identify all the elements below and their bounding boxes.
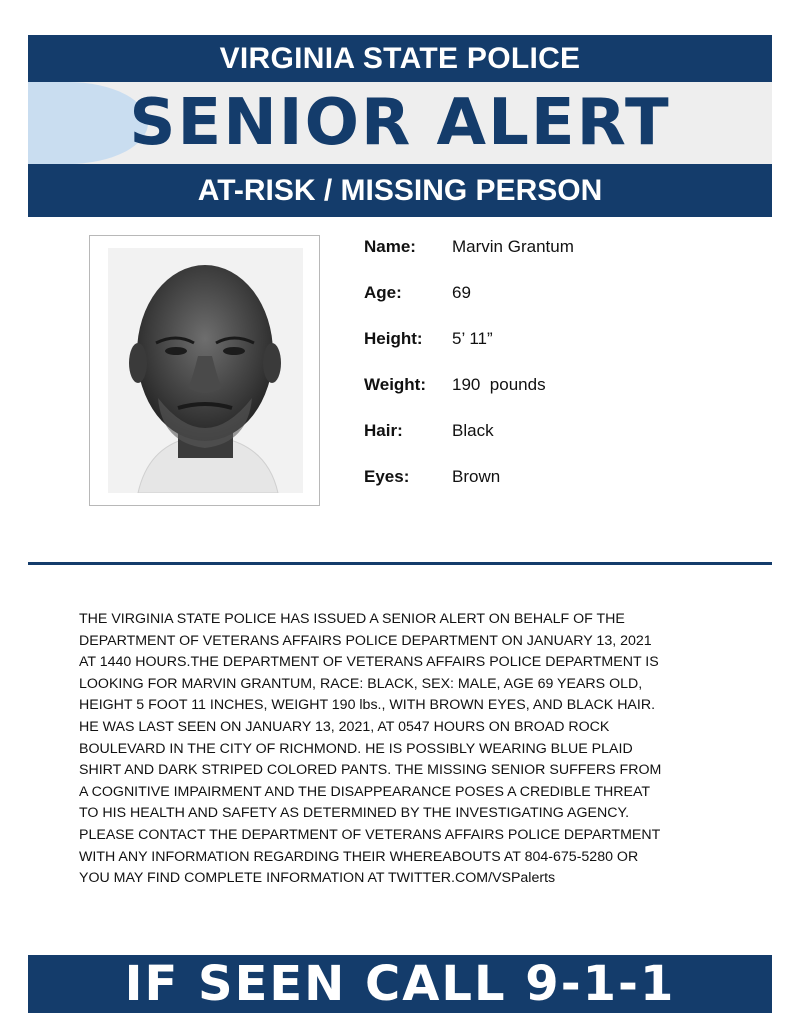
agency-banner <box>28 35 772 82</box>
title-banner <box>28 82 772 164</box>
name-value: Marvin Grantum <box>452 237 574 256</box>
height-label: Height: <box>364 329 423 348</box>
person-photo-frame <box>89 235 320 506</box>
hair-label: Hair: <box>364 421 403 440</box>
weight-label: Weight: <box>364 375 427 394</box>
subtitle-banner <box>28 164 772 217</box>
alert-title: SENIOR ALERT <box>129 86 671 160</box>
eyes-value: Brown <box>452 467 501 486</box>
age-label: Age: <box>364 283 402 302</box>
call-to-action: IF SEEN CALL 9-1-1 <box>124 956 676 1012</box>
alert-description: THE VIRGINIA STATE POLICE HAS ISSUED A SENIOR ALERT ON BEHALF OF THE DEPARTMENT OF VETERANS AFFAIRS POLICE DEPARTMENT ON JANUARY 13, 2021 AT 1440 HOURS.THE DEPARTMENT OF VETERANS AFFAIRS POLICE DEPARTMENT IS LOOKING FOR MARVIN GRANTUM, RACE: BLACK, SEX: MALE, AGE 69 YEARS OLD, HEIGHT 5 FOOT 11 INCHES, WEIGHT 190 lbs., WITH BROWN EYES, AND BLACK HAIR. HE WAS LAST SEEN ON JANUARY 13, 2021, AT 0547 HOURS ON BROAD ROCK BOULEVARD IN THE CITY OF RICHMOND. HE IS POSSIBLY WEARING BLUE PLAID SHIRT AND DARK STRIPED COLORED PANTS. THE MISSING SENIOR SUFFERS FROM A COGNITIVE IMPAIRMENT AND THE DISAPPEARANCE POSES A CREDIBLE THREAT TO HIS HEALTH AND SAFETY AS DETERMINED BY THE INVESTIGATING AGENCY. PLEASE CONTACT THE DEPARTMENT OF VETERANS AFFAIRS POLICE DEPARTMENT WITH ANY INFORMATION REGARDING THEIR WHEREABOUTS AT 804-675-5280 OR YOU MAY FIND COMPLETE INFORMATION AT TWITTER.COM/VSPalerts <box>79 611 662 887</box>
name-label: Name: <box>364 237 416 256</box>
alert-subtitle: AT-RISK / MISSING PERSON <box>197 174 603 207</box>
eyes-label: Eyes: <box>364 467 410 486</box>
agency-name: VIRGINIA STATE POLICE <box>219 42 581 75</box>
height-value: 5’ 11” <box>452 329 493 348</box>
age-value: 69 <box>452 283 471 302</box>
call-to-action-banner <box>28 955 772 1013</box>
section-divider <box>28 562 772 565</box>
person-photo <box>108 248 303 493</box>
hair-value: Black <box>452 421 494 440</box>
weight-value: 190 pounds <box>452 375 546 394</box>
